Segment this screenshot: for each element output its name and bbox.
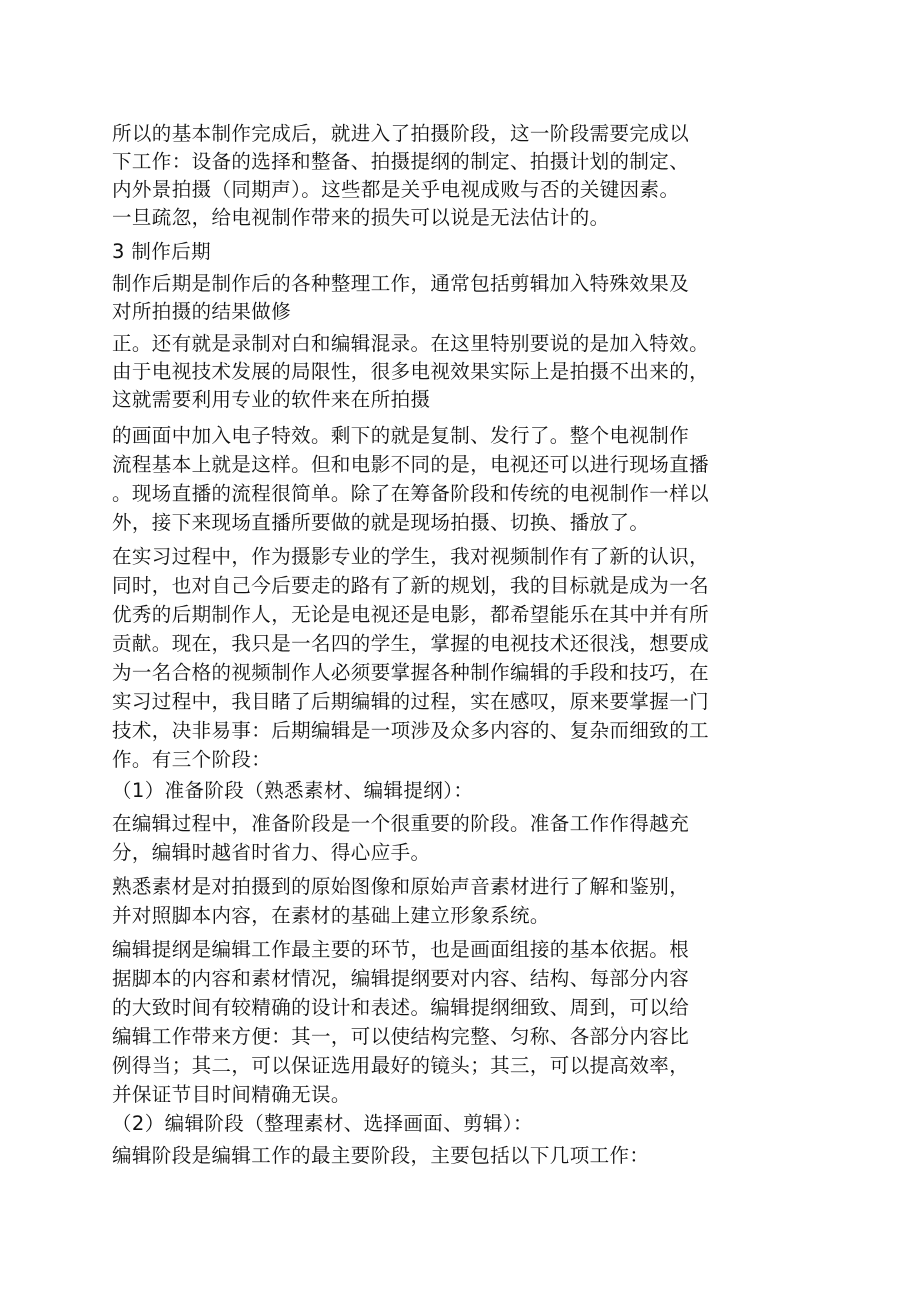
text-line: 编辑提纲是编辑工作最主要的环节，也是画面组接的基本依据。根	[112, 938, 690, 961]
text-line: 并对照脚本内容，在素材的基础上建立形象系统。	[112, 904, 550, 927]
text-line: 对所拍摄的结果做修	[112, 300, 292, 323]
text-line: 熟悉素材是对拍摄到的原始图像和原始声音素材进行了解和鉴别，	[112, 875, 690, 898]
text-line: 流程基本上就是这样。但和电影不同的是，电视还可以进行现场直播	[112, 453, 710, 476]
text-line: 正。还有就是录制对白和编辑混录。在这里特别要说的是加入特效。	[112, 332, 710, 355]
text-line: 在编辑过程中，准备阶段是一个很重要的阶段。准备工作作得越充	[112, 812, 690, 835]
text-line: 例得当；其二，可以保证选用最好的镜头；其三，可以提高效率，	[112, 1054, 690, 1077]
text-line: 技术，决非易事：后期编辑是一项涉及众多内容的、复杂而细致的工	[112, 719, 710, 742]
text-line: 内外景拍摄（同期声）。这些都是关乎电视成败与否的关键因素。	[112, 178, 680, 201]
text-line: 一旦疏忽，给电视制作带来的损失可以说是无法估计的。	[112, 206, 610, 229]
subsection-heading: （2）编辑阶段（整理素材、选择画面、剪辑）：	[112, 1112, 533, 1135]
subsection-heading: （1）准备阶段（熟悉素材、编辑提纲）：	[112, 779, 474, 802]
text-line: 贡献。现在，我只是一名四的学生，掌握的电视技术还很浅，想要成	[112, 632, 710, 655]
text-line: 作。有三个阶段：	[112, 748, 272, 771]
text-line: 制作后期是制作后的各种整理工作，通常包括剪辑加入特殊效果及	[112, 272, 690, 295]
text-line: 外，接下来现场直播所要做的就是现场拍摄、切换、播放了。	[112, 511, 650, 534]
text-line: 编辑阶段是编辑工作的最主要阶段，主要包括以下几项工作：	[112, 1144, 650, 1167]
text-line: 的画面中加入电子特效。剩下的就是复制、发行了。整个电视制作	[112, 424, 690, 447]
text-line: 的大致时间有较精确的设计和表述。编辑提纲细致、周到，可以给	[112, 996, 690, 1019]
text-line: 分，编辑时越省时省力、得心应手。	[112, 841, 431, 864]
text-line: 。现场直播的流程很简单。除了在筹备阶段和传统的电视制作一样以	[112, 482, 710, 505]
text-line: 为一名合格的视频制作人必须要掌握各种制作编辑的手段和技巧，在	[112, 661, 710, 684]
text-line: 这就需要利用专业的软件来在所拍摄	[112, 388, 431, 411]
text-line: 在实习过程中，作为摄影专业的学生，我对视频制作有了新的认识，	[112, 545, 710, 568]
text-line: 据脚本的内容和素材情况，编辑提纲要对内容、结构、每部分内容	[112, 967, 690, 990]
text-line: 下工作：设备的选择和整备、拍摄提纲的制定、拍摄计划的制定、	[112, 150, 690, 173]
text-line: 实习过程中，我目睹了后期编辑的过程，实在感叹，原来要掌握一门	[112, 690, 710, 713]
text-line: 优秀的后期制作人，无论是电视还是电影，都希望能乐在其中并有所	[112, 603, 710, 626]
text-line: 编辑工作带来方便：其一，可以使结构完整、匀称、各部分内容比	[112, 1025, 690, 1048]
section-heading: 3 制作后期	[112, 240, 212, 263]
text-line: 所以的基本制作完成后，就进入了拍摄阶段，这一阶段需要完成以	[112, 122, 690, 145]
text-line: 由于电视技术发展的局限性，很多电视效果实际上是拍摄不出来的，	[112, 360, 710, 383]
text-line: 同时，也对自己今后要走的路有了新的规划，我的目标就是成为一名	[112, 574, 710, 597]
text-line: 并保证节目时间精确无误。	[112, 1083, 351, 1106]
